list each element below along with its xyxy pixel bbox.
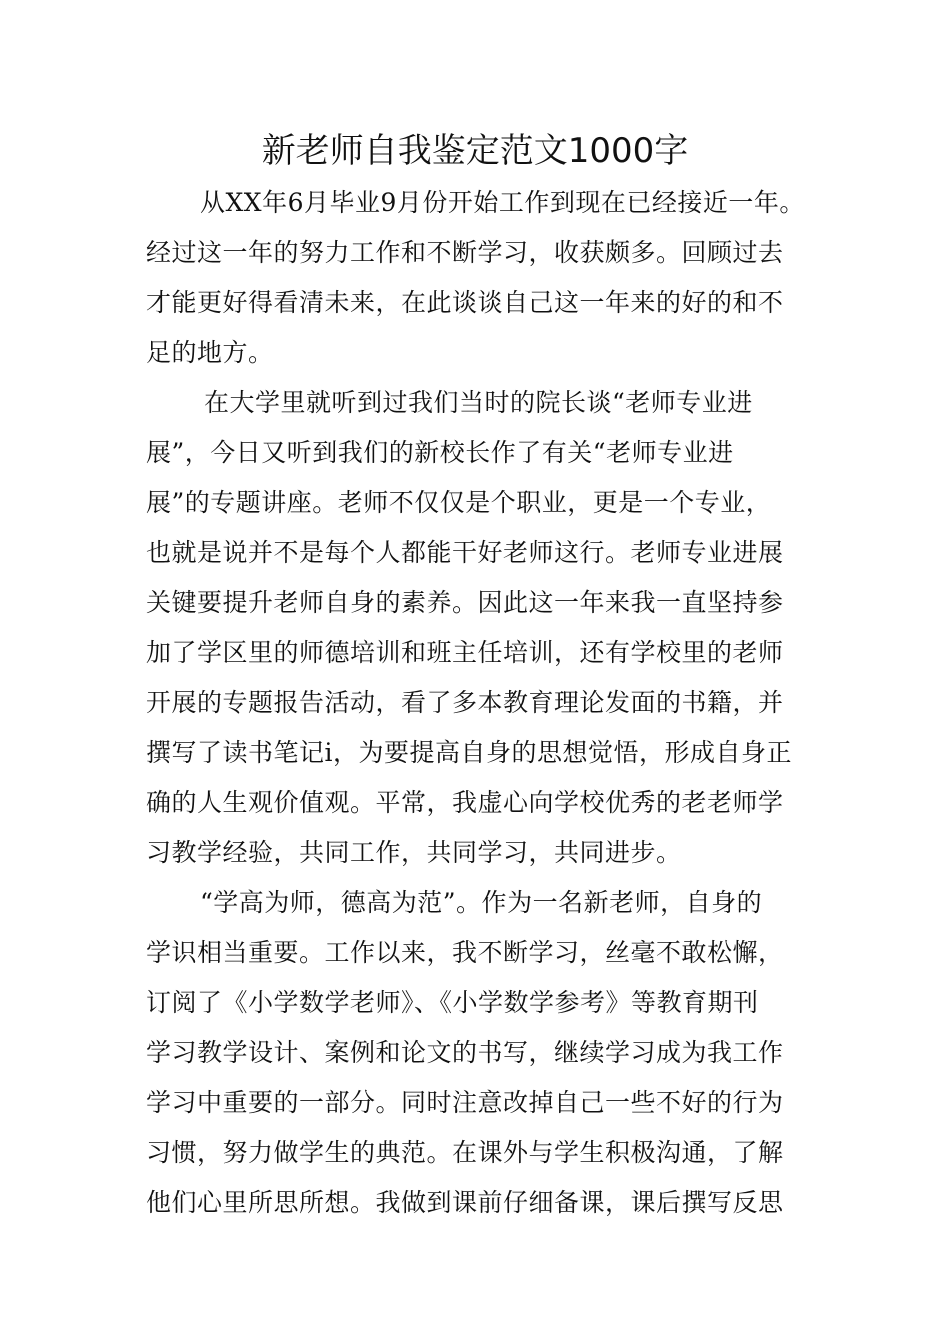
text-line: 加了学区里的师德培训和班主任培训，还有学校里的老师 (146, 638, 784, 667)
text-line: 订阅了《小学数学老师》、《小学数学参考》等教育期刊 (146, 988, 759, 1017)
text-line: 学识相当重要。工作以来，我不断学习，丝毫不敢松懈， (146, 938, 784, 967)
text-line: 确的人生观价值观。平常，我虚心向学校优秀的老老师学 (146, 788, 784, 817)
text-line: 也就是说并不是每个人都能干好老师这行。老师专业进展 (146, 538, 784, 567)
page-title: 新老师自我鉴定范文1000字 (261, 131, 689, 171)
text-line: 经过这一年的努力工作和不断学习，收获颇多。回顾过去 (146, 238, 784, 267)
text-line: 展”，今日又听到我们的新校长作了有关“老师专业进 (146, 438, 734, 467)
text-line: 学习教学设计、案例和论文的书写，继续学习成为我工作 (146, 1038, 784, 1067)
document-body (146, 178, 836, 1228)
text-line: 习惯，努力做学生的典范。在课外与学生积极沟通，了解 (146, 1138, 784, 1167)
text-line: 撰写了读书笔记i，为要提高自身的思想觉悟，形成自身正 (146, 738, 792, 767)
text-line: 在大学里就听到过我们当时的院长谈“老师专业进 (204, 388, 753, 417)
text-line: 足的地方。 (146, 338, 274, 367)
text-line: 关键要提升老师自身的素养。因此这一年来我一直坚持参 (146, 588, 784, 617)
text-line: 习教学经验，共同工作，共同学习，共同进步。 (146, 838, 682, 867)
text-line: 展”的专题讲座。老师不仅仅是个职业，更是一个专业， (146, 488, 772, 517)
text-line: 他们心里所思所想。我做到课前仔细备课，课后撰写反思 (146, 1188, 784, 1217)
text-line: “学高为师，德高为范”。作为一名新老师，自身的 (200, 888, 763, 917)
text-line: 开展的专题报告活动，看了多本教育理论发面的书籍，并 (146, 688, 784, 717)
text-line: 才能更好得看清未来，在此谈谈自己这一年来的好的和不 (146, 288, 784, 317)
text-line: 学习中重要的一部分。同时注意改掉自己一些不好的行为 (146, 1088, 784, 1117)
text-line: 从XX年6月毕业9月份开始工作到现在已经接近一年。 (200, 188, 805, 217)
